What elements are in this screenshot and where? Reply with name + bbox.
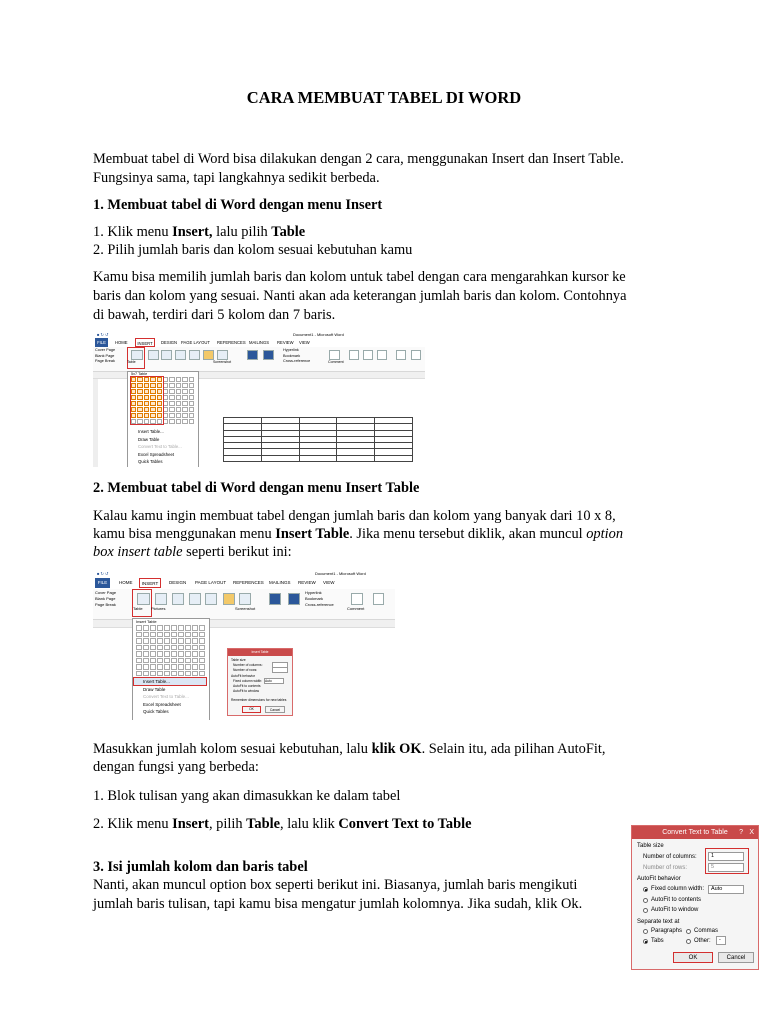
grid-cell[interactable]: [164, 645, 170, 651]
grid-cell[interactable]: [176, 377, 181, 382]
cover-page-item-2[interactable]: Cover Page: [95, 590, 117, 595]
bookmark-item[interactable]: Bookmark: [283, 353, 301, 358]
fixed-width-label: Fixed column width:: [651, 886, 705, 892]
i2-mid1: , pilih: [208, 816, 247, 832]
grid-cell[interactable]: [150, 625, 156, 631]
autofit-contents-radio[interactable]: [643, 898, 648, 903]
online-pictures-icon[interactable]: [161, 350, 172, 360]
paragraphs-radio[interactable]: [643, 929, 648, 934]
comment-icon[interactable]: [329, 350, 340, 360]
grid-cell[interactable]: [182, 383, 187, 388]
grid-cell[interactable]: [164, 671, 170, 677]
cross-reference-item[interactable]: Cross-reference: [283, 359, 311, 363]
grid-cell[interactable]: [136, 645, 142, 651]
pages-group-2: [95, 590, 116, 608]
grid-cell[interactable]: [169, 401, 174, 406]
title-bar: [93, 331, 425, 338]
grid-cell[interactable]: [176, 401, 181, 406]
menu-insert-table-2[interactable]: Insert Table...: [133, 678, 207, 686]
online-video-icon[interactable]: [263, 350, 274, 360]
menu-convert-text[interactable]: Convert Text to Table...: [138, 444, 182, 449]
hyperlink-item[interactable]: Hyperlink: [283, 348, 299, 352]
grid-cell[interactable]: [182, 419, 187, 424]
insert-table-dialog-title: Insert Table: [228, 649, 292, 656]
tab-references[interactable]: REFERENCES: [217, 340, 246, 345]
s2-klik-ok: klik OK: [371, 741, 422, 757]
grid-cell[interactable]: [164, 658, 170, 664]
grid-cell[interactable]: [185, 625, 191, 631]
tab-design-2[interactable]: DESIGN: [169, 580, 187, 585]
grid-cell[interactable]: [136, 664, 142, 670]
table-menu: [128, 428, 196, 466]
grid-cell[interactable]: [136, 658, 142, 664]
tab-file-2[interactable]: FILE: [95, 578, 110, 588]
grid-cell[interactable]: [171, 671, 177, 677]
grid-cell[interactable]: [185, 632, 191, 638]
menu-quick-tables-2[interactable]: Quick Tables: [143, 709, 169, 714]
tab-file[interactable]: FILE: [95, 338, 108, 347]
grid-cell[interactable]: [178, 645, 184, 651]
grid-cell[interactable]: [189, 413, 194, 418]
i2-mid2: , lalu klik: [280, 816, 339, 832]
fixed-width-radio[interactable]: [643, 887, 648, 892]
close-icon[interactable]: X: [749, 829, 754, 836]
pictures-icon[interactable]: [148, 350, 159, 360]
separate-label: Separate text at: [637, 919, 680, 925]
grid-cell[interactable]: [150, 664, 156, 670]
pages-group: [95, 348, 115, 365]
blank-page-item-2[interactable]: Blank Page: [95, 596, 116, 601]
rows-input[interactable]: 5: [708, 863, 744, 872]
intro-paragraph: [93, 150, 733, 188]
screenshot-label-2: Screenshot: [235, 606, 256, 611]
other-radio[interactable]: [686, 939, 691, 944]
autofit-label: AutoFit behavior: [637, 876, 681, 882]
grid-cell[interactable]: [157, 658, 163, 664]
fixed-width-select[interactable]: Auto: [708, 885, 744, 894]
s2-item-1: 1. Blok tulisan yang akan dimasukkan ke dalam tabel: [93, 788, 401, 804]
table-grid-dropdown: [127, 371, 199, 467]
grid-cell[interactable]: [182, 401, 187, 406]
d-autofit: AutoFit behavior: [231, 674, 256, 678]
tab-insert[interactable]: INSERT: [135, 338, 155, 347]
other-label: Other:: [694, 938, 711, 944]
grid-cell[interactable]: [199, 651, 205, 657]
online-pictures-icon-2[interactable]: [172, 593, 184, 605]
grid-cell[interactable]: [150, 658, 156, 664]
d-opt1-value[interactable]: Auto: [264, 678, 284, 684]
s2-option-box: box insert table: [93, 544, 183, 560]
s1-para-line-1: Kamu bisa memilih jumlah baris dan kolom untuk tabel dengan cara mengarahkan kursor ke: [93, 269, 626, 285]
grid-cell[interactable]: [199, 625, 205, 631]
grid-cell[interactable]: [178, 658, 184, 664]
grid-cell[interactable]: [171, 632, 177, 638]
apps-icon-2[interactable]: [269, 593, 281, 605]
section2-heading: 2. Membuat tabel di Word dengan menu Insert Table: [93, 480, 420, 496]
other-input[interactable]: -: [716, 936, 726, 945]
help-icon[interactable]: ?: [739, 829, 743, 836]
grid-cell[interactable]: [136, 638, 142, 644]
grid-cell[interactable]: [150, 671, 156, 677]
s2-para-line-5: dengan fungsi yang berbeda:: [93, 759, 259, 775]
smartart-icon[interactable]: [189, 350, 200, 360]
menu-draw-table[interactable]: Draw Table: [138, 436, 160, 442]
grid-cell[interactable]: [171, 664, 177, 670]
grid-cell[interactable]: [178, 671, 184, 677]
s2-text-post: . Jika menu tersebut diklik, akan muncul: [349, 526, 587, 542]
table-label-2: Table: [133, 606, 143, 611]
grid-cell[interactable]: [192, 664, 198, 670]
tab-insert-2[interactable]: INSERT: [139, 578, 161, 588]
cols-input[interactable]: 1: [708, 852, 744, 861]
cols-label: Number of columns:: [643, 854, 697, 860]
word-insert-table-screenshot: [93, 570, 395, 720]
window-title: Document1 - Microsoft Word: [293, 332, 344, 337]
grid-cell[interactable]: [185, 671, 191, 677]
cancel-button[interactable]: Cancel: [718, 952, 754, 963]
grid-cell[interactable]: [143, 632, 149, 638]
s2-item-2: [93, 815, 472, 834]
s2-text: kamu bisa menggunakan menu: [93, 526, 276, 542]
commas-label: Commas: [694, 928, 719, 934]
page-break-item-2[interactable]: Page Break: [95, 602, 116, 607]
grid-cell[interactable]: [136, 632, 142, 638]
grid-cell[interactable]: [192, 645, 198, 651]
window-title-2: Document1 - Microsoft Word: [315, 571, 366, 576]
grid-cell[interactable]: [164, 625, 170, 631]
grid-cell[interactable]: [157, 671, 163, 677]
online-video-icon-2[interactable]: [288, 593, 300, 605]
tab-view[interactable]: VIEW: [299, 340, 310, 345]
grid-label-2: Insert Table: [136, 619, 157, 624]
d-cols-label: Number of columns:: [233, 663, 263, 667]
grid-cell[interactable]: [189, 401, 194, 406]
i2-convert: Convert Text to Table: [338, 816, 472, 832]
page-title: CARA MEMBUAT TABEL DI WORD: [246, 88, 522, 107]
d-ok-button[interactable]: OK: [242, 706, 261, 713]
section1-step2: 2. Pilih jumlah baris dan kolom sesuai kebutuhan kamu: [93, 242, 413, 258]
grid-cell[interactable]: [192, 671, 198, 677]
d-rows-input[interactable]: [272, 667, 288, 673]
preview-table: [223, 417, 413, 462]
grid-cell[interactable]: [150, 651, 156, 657]
grid-cell[interactable]: [182, 377, 187, 382]
grid-cell[interactable]: [185, 651, 191, 657]
grid-cell[interactable]: [178, 664, 184, 670]
convert-text-to-table-dialog: [631, 825, 759, 970]
tab-home-2[interactable]: HOME: [119, 580, 133, 585]
menu-draw-table-2[interactable]: Draw Table: [143, 686, 166, 692]
intro-line-1: Membuat tabel di Word bisa dilakukan dengan 2 cara, menggunakan Insert dan Insert Table.: [93, 151, 624, 167]
grid-cell[interactable]: [136, 671, 142, 677]
grid-cell[interactable]: [169, 413, 174, 418]
footer-icon[interactable]: [363, 350, 373, 360]
ribbon: [93, 347, 425, 372]
ok-button[interactable]: OK: [673, 952, 713, 963]
grid-cell[interactable]: [157, 651, 163, 657]
grid-cell[interactable]: [157, 625, 163, 631]
menu-excel-spreadsheet[interactable]: Excel Spreadsheet: [138, 451, 175, 457]
table-grid-dropdown-2: [132, 618, 210, 720]
s2-para-line-2: [93, 525, 623, 544]
d-opt3[interactable]: AutoFit to window: [233, 689, 260, 693]
grid-cell[interactable]: [185, 645, 191, 651]
grid-cell[interactable]: [157, 638, 163, 644]
grid-cell[interactable]: [169, 383, 174, 388]
s3-para-line-1: Nanti, akan muncul option box seperti berikut ini. Biasanya, jumlah baris mengikuti: [93, 877, 578, 893]
cross-reference-item-2[interactable]: Cross-reference: [305, 602, 334, 607]
grid-cell[interactable]: [169, 389, 174, 394]
tab-mailings[interactable]: MAILINGS: [249, 340, 270, 345]
tab-mailings-2[interactable]: MAILINGS: [269, 580, 291, 585]
i2-table: Table: [246, 816, 280, 832]
grid-cell[interactable]: [182, 395, 187, 400]
insert-table-dialog: [227, 648, 293, 716]
grid-cell[interactable]: [169, 419, 174, 424]
grid-cell[interactable]: [169, 395, 174, 400]
grid-cell[interactable]: [164, 664, 170, 670]
grid-cell[interactable]: [199, 638, 205, 644]
grid-cell[interactable]: [182, 413, 187, 418]
step1-text: 1. Klik menu: [93, 224, 173, 240]
grid-cell[interactable]: [192, 651, 198, 657]
grid-cell[interactable]: [189, 383, 194, 388]
grid-cell[interactable]: [185, 638, 191, 644]
tab-references-2[interactable]: REFERENCES: [233, 580, 264, 585]
grid-cell[interactable]: [178, 638, 184, 644]
s2-option: option: [586, 526, 624, 542]
screenshot-icon-2[interactable]: [239, 593, 251, 605]
menu-excel-spreadsheet-2[interactable]: Excel Spreadsheet: [143, 701, 181, 707]
grid-cell[interactable]: [192, 625, 198, 631]
grid-cell[interactable]: [136, 651, 142, 657]
s1-para-line-2: baris dan kolom yang sesuai. Nanti akan ada keterangan jumlah baris dan kolom. Contohnya: [93, 288, 627, 304]
s2-para-line-3: [93, 543, 292, 562]
grid-cell[interactable]: [164, 651, 170, 657]
i2-pre: 2. Klik menu: [93, 816, 173, 832]
word-icon: ■ ↻ ↺: [97, 332, 109, 337]
section3-heading: 3. Isi jumlah kolom dan baris tabel: [93, 859, 308, 875]
dialog-title: Convert Text to Table: [632, 826, 758, 839]
tab-design[interactable]: DESIGN: [161, 340, 178, 345]
shapes-icon-2[interactable]: [189, 593, 201, 605]
paragraphs-label: Paragraphs: [651, 928, 683, 934]
tab-review-2[interactable]: REVIEW: [298, 580, 316, 585]
grid-cell[interactable]: [192, 632, 198, 638]
grid-cell[interactable]: [171, 638, 177, 644]
grid-cell[interactable]: [143, 664, 149, 670]
grid-cell[interactable]: [189, 395, 194, 400]
grid-cell[interactable]: [150, 645, 156, 651]
grid-cell[interactable]: [171, 645, 177, 651]
text-box-icon[interactable]: [396, 350, 406, 360]
hyperlink-item-2[interactable]: Hyperlink: [305, 590, 322, 595]
grid-cell[interactable]: [171, 651, 177, 657]
s3-para-line-2: jumlah baris tulisan, tapi kamu bisa mengatur jumlah kolomnya. Jika sudah, klik Ok.: [93, 896, 583, 912]
autofit-contents-label: AutoFit to contents: [651, 897, 702, 903]
step1-text-mid: lalu pilih: [212, 224, 272, 240]
s2-insert-table: Insert Table: [275, 526, 350, 542]
grid-cell[interactable]: [143, 645, 149, 651]
grid-cell[interactable]: [189, 389, 194, 394]
comment-icon-2[interactable]: [351, 593, 363, 605]
chart-icon[interactable]: [203, 350, 214, 360]
grid-cell[interactable]: [199, 632, 205, 638]
grid-cell[interactable]: [171, 625, 177, 631]
grid-cell[interactable]: [143, 651, 149, 657]
grid-cell[interactable]: [199, 671, 205, 677]
tab-view-2[interactable]: VIEW: [323, 580, 335, 585]
section1-heading: 1. Membuat tabel di Word dengan menu Insert: [93, 197, 383, 213]
grid-cell[interactable]: [185, 664, 191, 670]
tabs-label: Tabs: [651, 938, 664, 944]
comment-label: Comment: [328, 360, 344, 364]
table-size-label: Table size: [637, 843, 664, 849]
blank-page-item[interactable]: Blank Page: [95, 353, 115, 358]
grid-cell[interactable]: [136, 625, 142, 631]
grid-cell[interactable]: [176, 389, 181, 394]
grid-cell[interactable]: [178, 625, 184, 631]
header-icon-2[interactable]: [373, 593, 384, 605]
grid-cell[interactable]: [157, 664, 163, 670]
commas-radio[interactable]: [686, 929, 691, 934]
tab-review[interactable]: REVIEW: [277, 340, 294, 345]
table-icon-2[interactable]: [137, 593, 150, 605]
grid-cell[interactable]: [189, 377, 194, 382]
step1-table: Table: [271, 224, 306, 240]
tab-page-layout-2[interactable]: PAGE LAYOUT: [195, 580, 227, 585]
links-group: [283, 348, 310, 365]
pictures-icon-2[interactable]: [155, 593, 167, 605]
grid-cell[interactable]: [176, 407, 181, 412]
d-opt2[interactable]: AutoFit to contents: [233, 684, 261, 688]
grid-cell[interactable]: [176, 395, 181, 400]
tabs-radio[interactable]: [643, 939, 648, 944]
grid-cell[interactable]: [143, 658, 149, 664]
grid-cell[interactable]: [189, 419, 194, 424]
grid-cell[interactable]: [143, 638, 149, 644]
grid-cell[interactable]: [143, 625, 149, 631]
tab-page-layout[interactable]: PAGE LAYOUT: [181, 340, 210, 345]
menu-quick-tables[interactable]: Quick Tables: [138, 459, 163, 464]
grid-cell[interactable]: [164, 638, 170, 644]
quick-parts-icon[interactable]: [411, 350, 421, 360]
grid-cell[interactable]: [178, 632, 184, 638]
grid-cell[interactable]: [171, 658, 177, 664]
grid-cell[interactable]: [150, 638, 156, 644]
grid-cell[interactable]: [199, 664, 205, 670]
tab-home[interactable]: HOME: [115, 340, 128, 345]
d-table-size: Table size: [231, 658, 246, 662]
grid-cell[interactable]: [164, 632, 170, 638]
d-cancel-button[interactable]: Cancel: [265, 706, 285, 713]
cell-grid-2[interactable]: [136, 625, 206, 677]
screenshot-label: Screenshot: [213, 360, 232, 364]
grid-cell[interactable]: [157, 632, 163, 638]
d-rows-label: Number of rows:: [233, 668, 258, 672]
grid-cell[interactable]: [199, 645, 205, 651]
size-highlight: [705, 848, 749, 874]
grid-cell[interactable]: [157, 645, 163, 651]
page-break-item[interactable]: Page Break: [95, 359, 115, 363]
grid-cell[interactable]: [176, 383, 181, 388]
grid-cell[interactable]: [169, 377, 174, 382]
screenshot-icon[interactable]: [217, 350, 228, 360]
intro-line-2: Fungsinya sama, tapi langkahnya sedikit berbeda.: [93, 170, 380, 186]
chart-icon-2[interactable]: [223, 593, 235, 605]
section3-paragraph: [93, 876, 633, 914]
ribbon-2: [93, 589, 395, 620]
d-opt1[interactable]: Fixed column width:: [233, 679, 263, 683]
word-insert-screenshot: [93, 331, 425, 467]
title-bar-2: [93, 570, 395, 578]
selection-highlight: [130, 376, 164, 425]
section1-step1: [93, 223, 305, 242]
bookmark-item-2[interactable]: Bookmark: [305, 596, 324, 601]
i2-insert: Insert: [172, 816, 209, 832]
ribbon-tabs-2: [93, 578, 395, 588]
grid-cell[interactable]: [182, 407, 187, 412]
grid-cell[interactable]: [185, 658, 191, 664]
comment-label-2: Comment: [347, 606, 365, 611]
grid-cell[interactable]: [176, 413, 181, 418]
word-icon-2: ■ ↻ ↺: [97, 571, 109, 576]
header-icon[interactable]: [349, 350, 359, 360]
vertical-ruler: [93, 379, 98, 467]
grid-cell[interactable]: [176, 419, 181, 424]
grid-cell[interactable]: [192, 638, 198, 644]
autofit-window-label: AutoFit to window: [651, 907, 699, 913]
apps-for-office-icon[interactable]: [247, 350, 258, 360]
rows-label: Number of rows:: [643, 865, 688, 871]
page-number-icon[interactable]: [377, 350, 387, 360]
grid-cell[interactable]: [182, 389, 187, 394]
grid-label: 5x7 Table: [131, 372, 148, 376]
grid-cell[interactable]: [150, 632, 156, 638]
grid-cell[interactable]: [178, 651, 184, 657]
ribbon-tabs: [93, 338, 425, 347]
step1-insert: Insert,: [172, 224, 213, 240]
links-group-2: [305, 590, 334, 608]
autofit-window-radio[interactable]: [643, 908, 648, 913]
s2-para-line-1: Kalau kamu ingin membuat tabel dengan jumlah baris dan kolom yang banyak dari 10 x 8,: [93, 508, 616, 524]
menu-convert-text-2[interactable]: Convert Text to Table...: [143, 694, 189, 699]
shapes-icon[interactable]: [175, 350, 186, 360]
s2-p4-post: . Selain itu, ada pilihan AutoFit,: [421, 741, 606, 757]
s2-para-line-4: [93, 740, 605, 759]
menu-insert-table[interactable]: Insert Table...: [138, 429, 164, 434]
smartart-icon-2[interactable]: [205, 593, 217, 605]
grid-cell[interactable]: [199, 658, 205, 664]
pictures-label-2: Pictures: [151, 606, 166, 611]
grid-cell[interactable]: [169, 407, 174, 412]
cover-page-item[interactable]: Cover Page: [95, 348, 116, 352]
d-remember[interactable]: Remember dimensions for new tables: [231, 698, 287, 702]
table-label: Table: [127, 360, 136, 364]
s1-para-line-3: di bawah, terdiri dari 5 kolom dan 7 baris.: [93, 307, 336, 323]
s2-text-end: seperti berikut ini:: [182, 544, 292, 560]
insert-table-highlight: [133, 677, 207, 686]
grid-cell[interactable]: [143, 671, 149, 677]
grid-cell[interactable]: [189, 407, 194, 412]
s2-p4-text: Masukkan jumlah kolom sesuai kebutuhan, lalu: [93, 741, 372, 757]
table-icon[interactable]: [131, 350, 143, 360]
section1-paragraph: [93, 268, 743, 325]
grid-cell[interactable]: [192, 658, 198, 664]
